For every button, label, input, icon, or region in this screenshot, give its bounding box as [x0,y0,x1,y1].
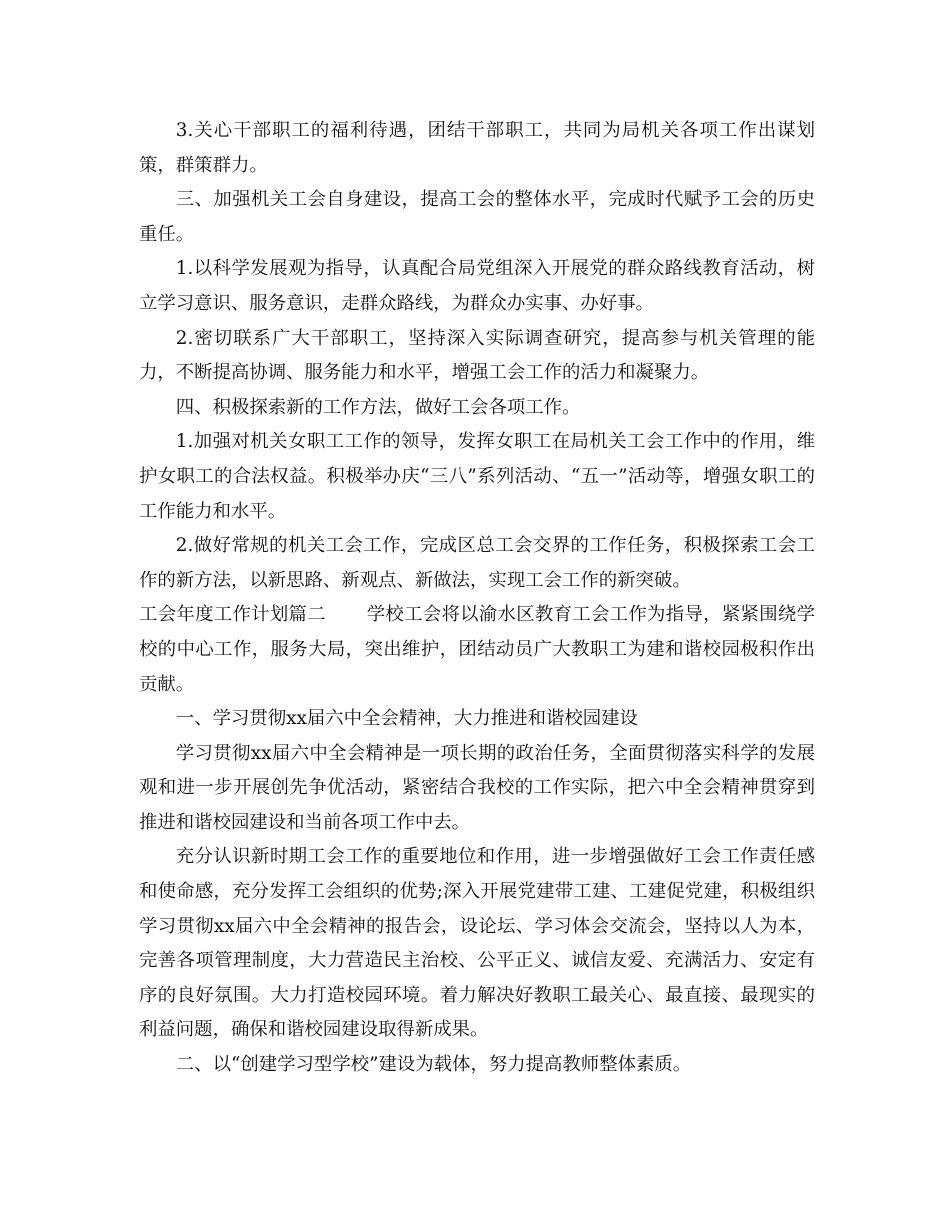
heading-section-three: 三、加强机关工会自身建设，提高工会的整体水平，完成时代赋予工会的历史重任。 [139,189,815,245]
paragraph-item-1: 1.以科学发展观为指导，认真配合局党组深入开展党的群众路线教育活动，树立学习意识、服务意识，走群众路线，为群众办实事、办好事。 [139,258,815,314]
section-title: 工会年度工作计划篇二 [139,604,326,626]
paragraph-routine-work: 2.做好常规的机关工会工作，完成区总工会交界的工作任务，积极探索工会工作的新方法，以新思路、新观点、新做法，实现工会工作的新突破。 [139,535,815,591]
paragraph-item-2: 2.密切联系广大干部职工，坚持深入实际调查研究，提高参与机关管理的能力，不断提高协调、服务能力和水平，增强工会工作的活力和凝聚力。 [139,327,815,384]
paragraph-welfare: 3.关心干部职工的福利待遇，团结干部职工，共同为局机关各项工作出谋划策，群策群力。 [139,120,815,176]
heading-part-one: 一、学习贯彻xx届六中全会精神，大力推进和谐校园建设 [175,708,638,730]
document-page [139,114,815,1083]
heading-part-two: 二、以“创建学习型学校”建设为载体，努力提高教师整体素质。 [175,1054,692,1076]
section-two-intro [139,598,815,702]
heading-section-four: 四、积极探索新的工作方法，做好工会各项工作。 [175,396,581,418]
paragraph-union-role: 充分认识新时期工会工作的重要地位和作用，进一步增强做好工会工作责任感和使命感，充分发挥工会组织的优势;深入开展党建带工建、工建促党建，积极组织学习贯彻xx届六中全会精神的报告会，设论坛、学习体会交流会，坚持以人为本，完善各项管理制度，大力营造民主治校、公平正义、诚信友爱、充满活力、安定有序的良好氛围。大力打造校园环境。着力解决好教职工最关心、最直接、最现实的利益问题，确保和谐校园建设取得新成果。 [139,846,815,1041]
paragraph-women-workers: 1.加强对机关女职工工作的领导，发挥女职工在局机关工会工作中的作用，维护女职工的合法权益。积极举办庆“三八”系列活动、“五一”活动等，增强女职工的工作能力和水平。 [139,431,815,522]
section-intro: 学校工会将以渝水区教育工会工作为指导，紧紧围绕学校的中心工作，服务大局，突出维护，团结动员广大教职工为建和谐校园极积作出贡献。 [139,604,815,695]
paragraph-study: 学习贯彻xx届六中全会精神是一项长期的政治任务，全面贯彻落实科学的发展观和进一步开展创先争优活动，紧密结合我校的工作实际，把六中全会精神贯穿到推进和谐校园建设和当前各项工作中去。 [139,742,815,833]
